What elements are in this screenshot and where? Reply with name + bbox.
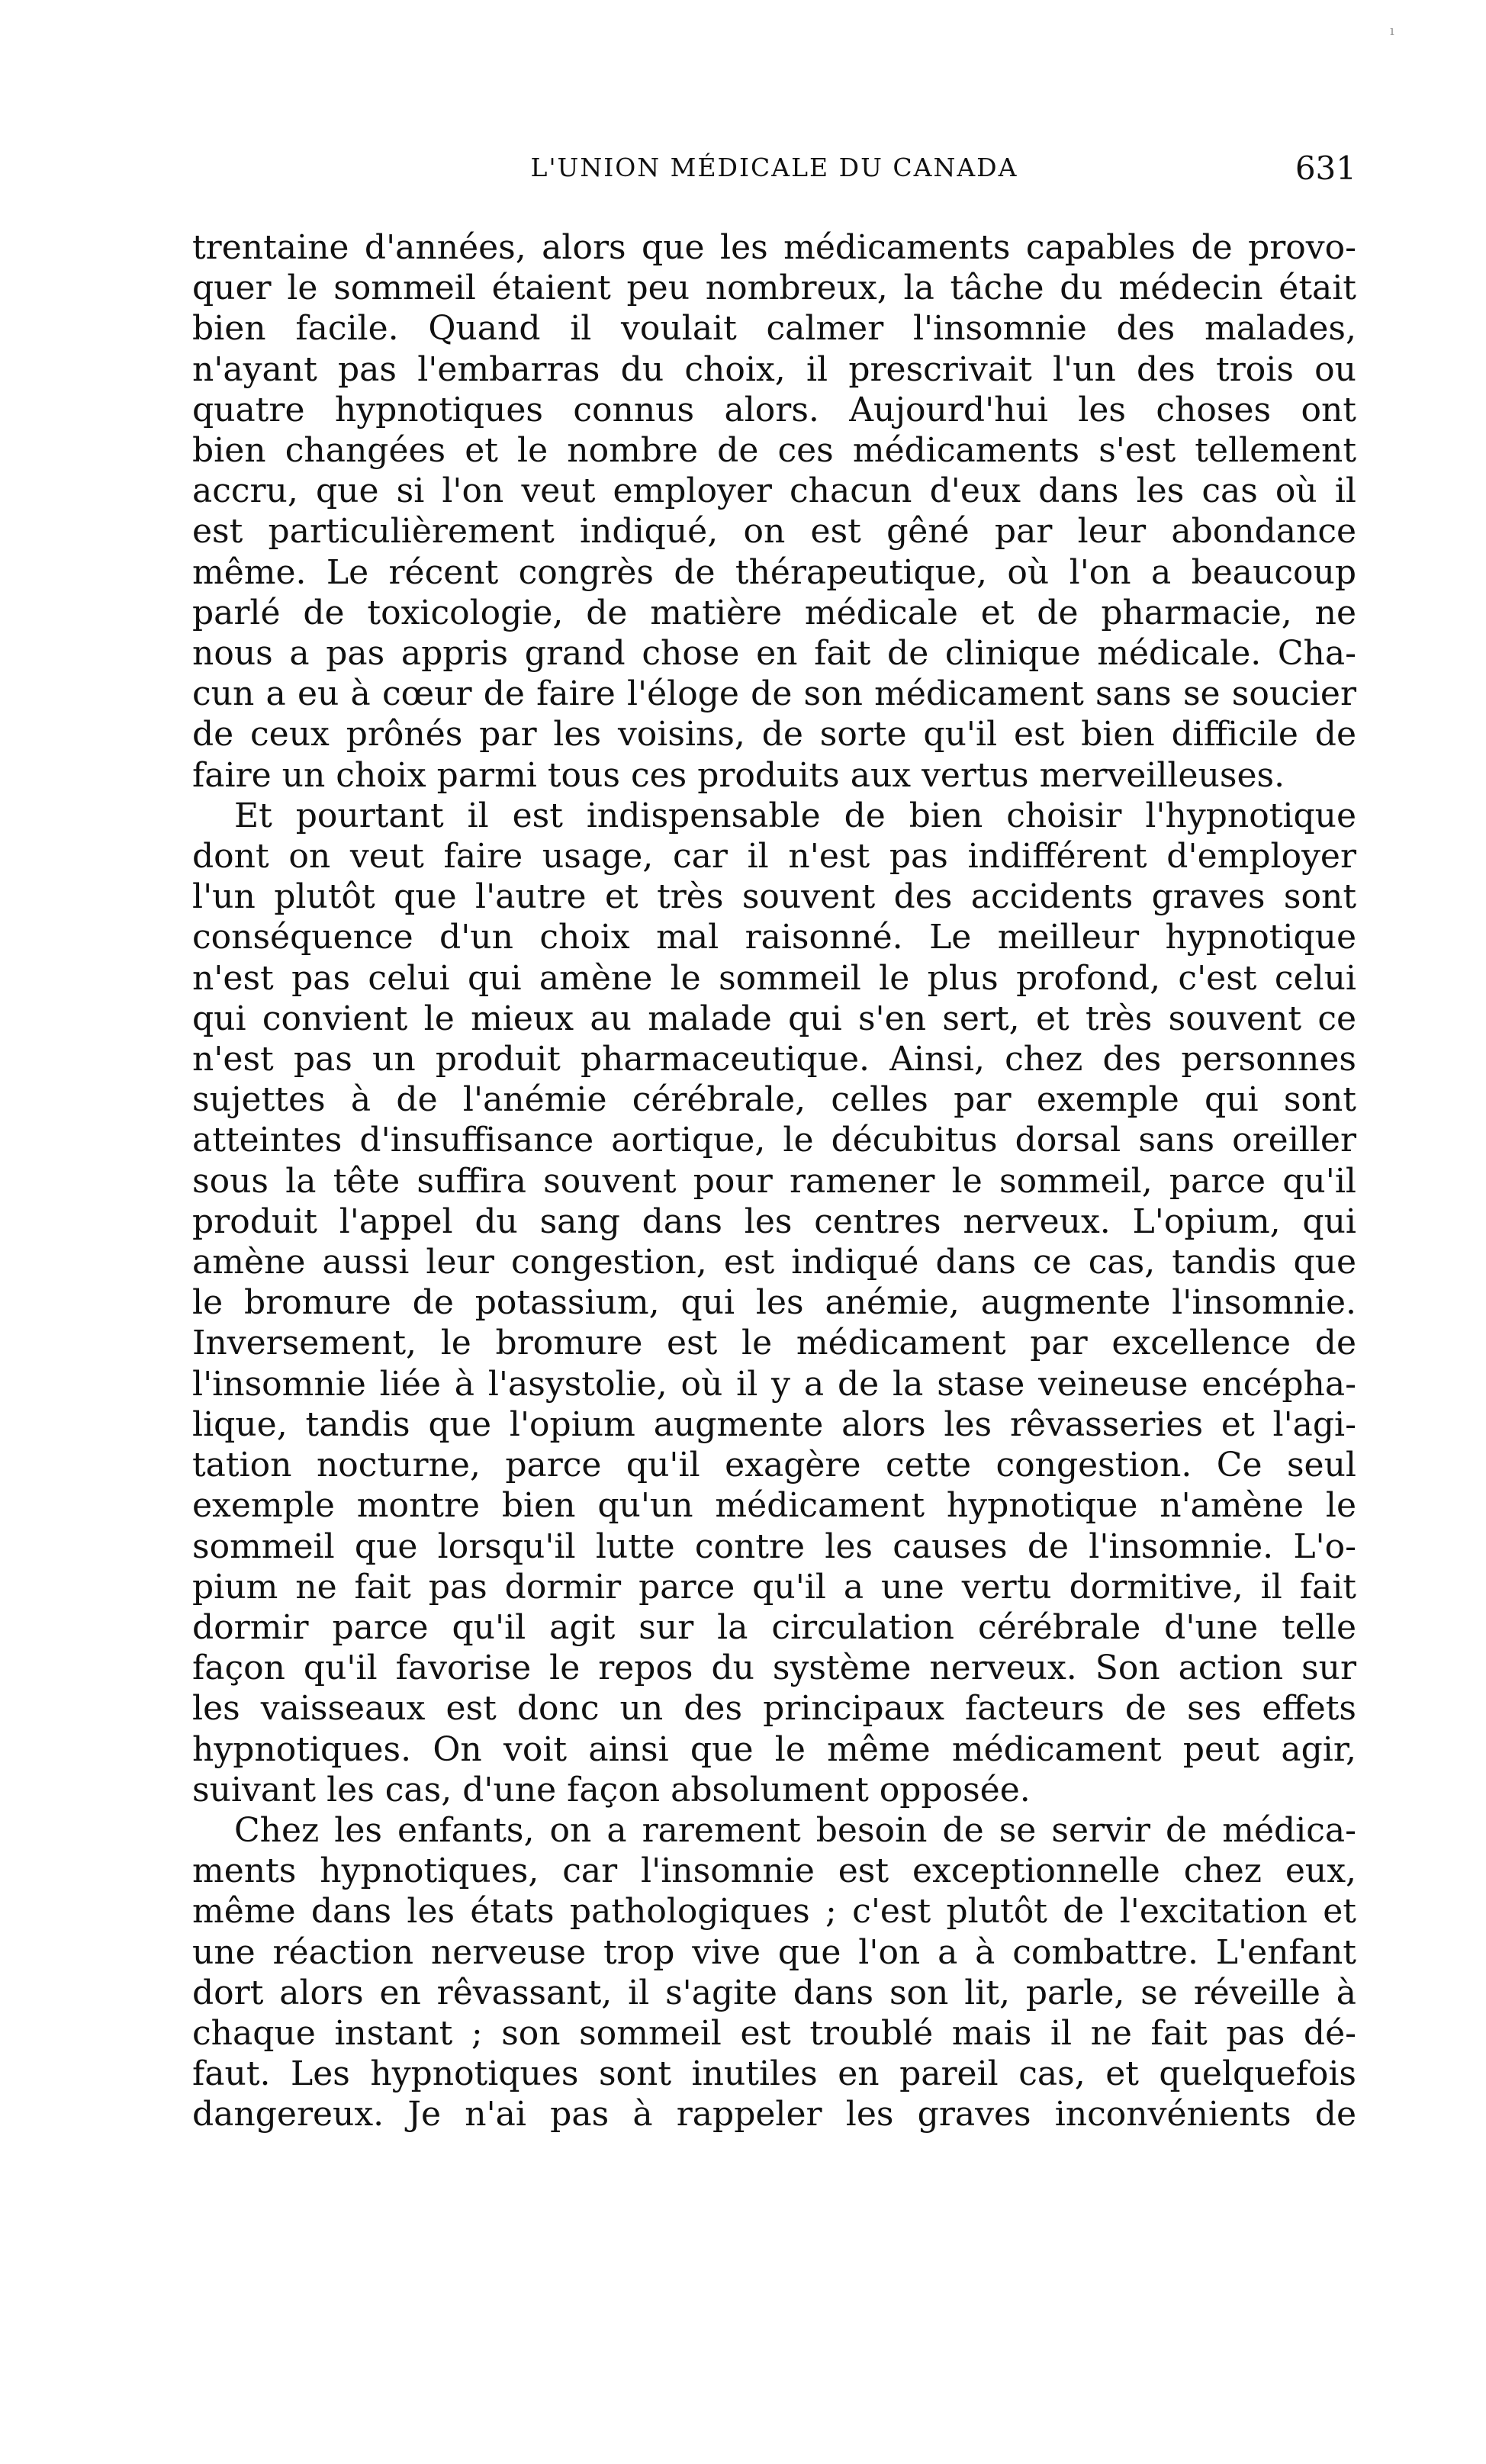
text-line: dormir parce qu'il agit sur la circulation cérébrale d'une telle bbox=[192, 1607, 1356, 1647]
text-line: conséquence d'un choix mal raisonné. Le meilleur hypnotique bbox=[192, 918, 1356, 957]
text-line: Inversement, le bromure est le médicament par excellence de bbox=[192, 1324, 1356, 1363]
text-line: Et pourtant il est indispensable de bien choisir l'hypnotique bbox=[234, 796, 1356, 835]
text-line: cun a eu à cœur de faire l'éloge de son médicament sans se soucier bbox=[192, 674, 1356, 714]
text-line: hypnotiques. On voit ainsi que le même médicament peut agir, bbox=[192, 1729, 1356, 1769]
running-title: L'UNION MÉDICALE DU CANADA bbox=[530, 153, 1018, 182]
text-line: exemple montre bien qu'un médicament hypnotique n'amène le bbox=[192, 1486, 1356, 1526]
text-line: l'insomnie liée à l'asystolie, où il y a de la stase veineuse encépha- bbox=[192, 1364, 1356, 1404]
paragraph-3 bbox=[192, 1810, 1356, 2135]
text-line: bien changées et le nombre de ces médicaments s'est tellement bbox=[192, 431, 1356, 471]
text-line: n'ayant pas l'embarras du choix, il prescrivait l'un des trois ou bbox=[192, 349, 1356, 389]
text-line: suivant les cas, d'une façon absolument opposée. bbox=[192, 1770, 1031, 1809]
text-line: tation nocturne, parce qu'il exagère cette congestion. Ce seul bbox=[192, 1446, 1356, 1485]
text-line: chaque instant ; son sommeil est troublé mais il ne fait pas dé- bbox=[192, 2013, 1356, 2053]
text-line: sommeil que lorsqu'il lutte contre les causes de l'insomnie. L'o- bbox=[192, 1526, 1356, 1566]
text-line: une réaction nerveuse trop vive que l'on a à combattre. L'enfant bbox=[192, 1932, 1356, 1972]
text-line: dangereux. Je n'ai pas à rappeler les graves inconvénients de bbox=[192, 2095, 1356, 2134]
text-line: le bromure de potassium, qui les anémie, augmente l'insomnie. bbox=[192, 1283, 1356, 1323]
text-line: parlé de toxicologie, de matière médicale et de pharmacie, ne bbox=[192, 593, 1356, 632]
text-line: même. Le récent congrès de thérapeutique, où l'on a beaucoup bbox=[192, 552, 1356, 592]
text-line: lique, tandis que l'opium augmente alors les rêvasseries et l'agi- bbox=[192, 1404, 1356, 1444]
text-line: qui convient le mieux au malade qui s'en sert, et très souvent ce bbox=[192, 999, 1356, 1038]
text-line: atteintes d'insuffisance aortique, le décubitus dorsal sans oreiller bbox=[192, 1121, 1356, 1160]
running-header bbox=[192, 150, 1356, 198]
text-line: même dans les états pathologiques ; c'est plutôt de l'excitation et bbox=[192, 1892, 1356, 1932]
text-line: n'est pas un produit pharmaceutique. Ainsi, chez des personnes bbox=[192, 1040, 1356, 1079]
text-line: trentaine d'années, alors que les médicaments capables de provo- bbox=[192, 228, 1356, 267]
text-line: bien facile. Quand il voulait calmer l'insomnie des malades, bbox=[192, 309, 1356, 349]
paragraph-2 bbox=[192, 796, 1356, 1810]
text-line: pium ne fait pas dormir parce qu'il a une vertu dormitive, il fait bbox=[192, 1567, 1356, 1607]
text-line: nous a pas appris grand chose en fait de clinique médicale. Cha- bbox=[192, 634, 1356, 674]
text-line: dont on veut faire usage, car il n'est pas indifférent d'employer bbox=[192, 837, 1356, 877]
text-line: ments hypnotiques, car l'insomnie est exceptionnelle chez eux, bbox=[192, 1851, 1356, 1891]
text-line: est particulièrement indiqué, on est gêné par leur abondance bbox=[192, 512, 1356, 552]
paragraph-1 bbox=[192, 227, 1356, 796]
text-line: l'un plutôt que l'autre et très souvent des accidents graves sont bbox=[192, 877, 1356, 917]
text-line: produit l'appel du sang dans les centres nerveux. L'opium, qui bbox=[192, 1201, 1356, 1241]
text-line: quatre hypnotiques connus alors. Aujourd'hui les choses ont bbox=[192, 390, 1356, 429]
scan-speck: ı bbox=[1390, 23, 1394, 39]
text-line: faut. Les hypnotiques sont inutiles en pareil cas, et quelquefois bbox=[192, 2054, 1356, 2094]
text-line: n'est pas celui qui amène le sommeil le plus profond, c'est celui bbox=[192, 958, 1356, 998]
text-line: Chez les enfants, on a rarement besoin de se servir de médica- bbox=[234, 1810, 1356, 1850]
text-line: de ceux prônés par les voisins, de sorte qu'il est bien difficile de bbox=[192, 715, 1356, 754]
text-line: façon qu'il favorise le repos du système nerveux. Son action sur bbox=[192, 1649, 1356, 1688]
text-line: accru, que si l'on veut employer chacun d'eux dans les cas où il bbox=[192, 471, 1356, 511]
text-line: dort alors en rêvassant, il s'agite dans son lit, parle, se réveille à bbox=[192, 1973, 1356, 2012]
text-line: sujettes à de l'anémie cérébrale, celles par exemple qui sont bbox=[192, 1080, 1356, 1120]
text-line: amène aussi leur congestion, est indiqué dans ce cas, tandis que bbox=[192, 1243, 1356, 1282]
body-text bbox=[192, 227, 1356, 2135]
page-number: 631 bbox=[1295, 150, 1356, 187]
text-line: sous la tête suffira souvent pour ramener le sommeil, parce qu'il bbox=[192, 1161, 1356, 1201]
text-line: les vaisseaux est donc un des principaux facteurs de ses effets bbox=[192, 1689, 1356, 1729]
text-line: quer le sommeil étaient peu nombreux, la tâche du médecin était bbox=[192, 269, 1356, 308]
text-line: faire un choix parmi tous ces produits aux vertus merveilleuses. bbox=[192, 755, 1285, 795]
